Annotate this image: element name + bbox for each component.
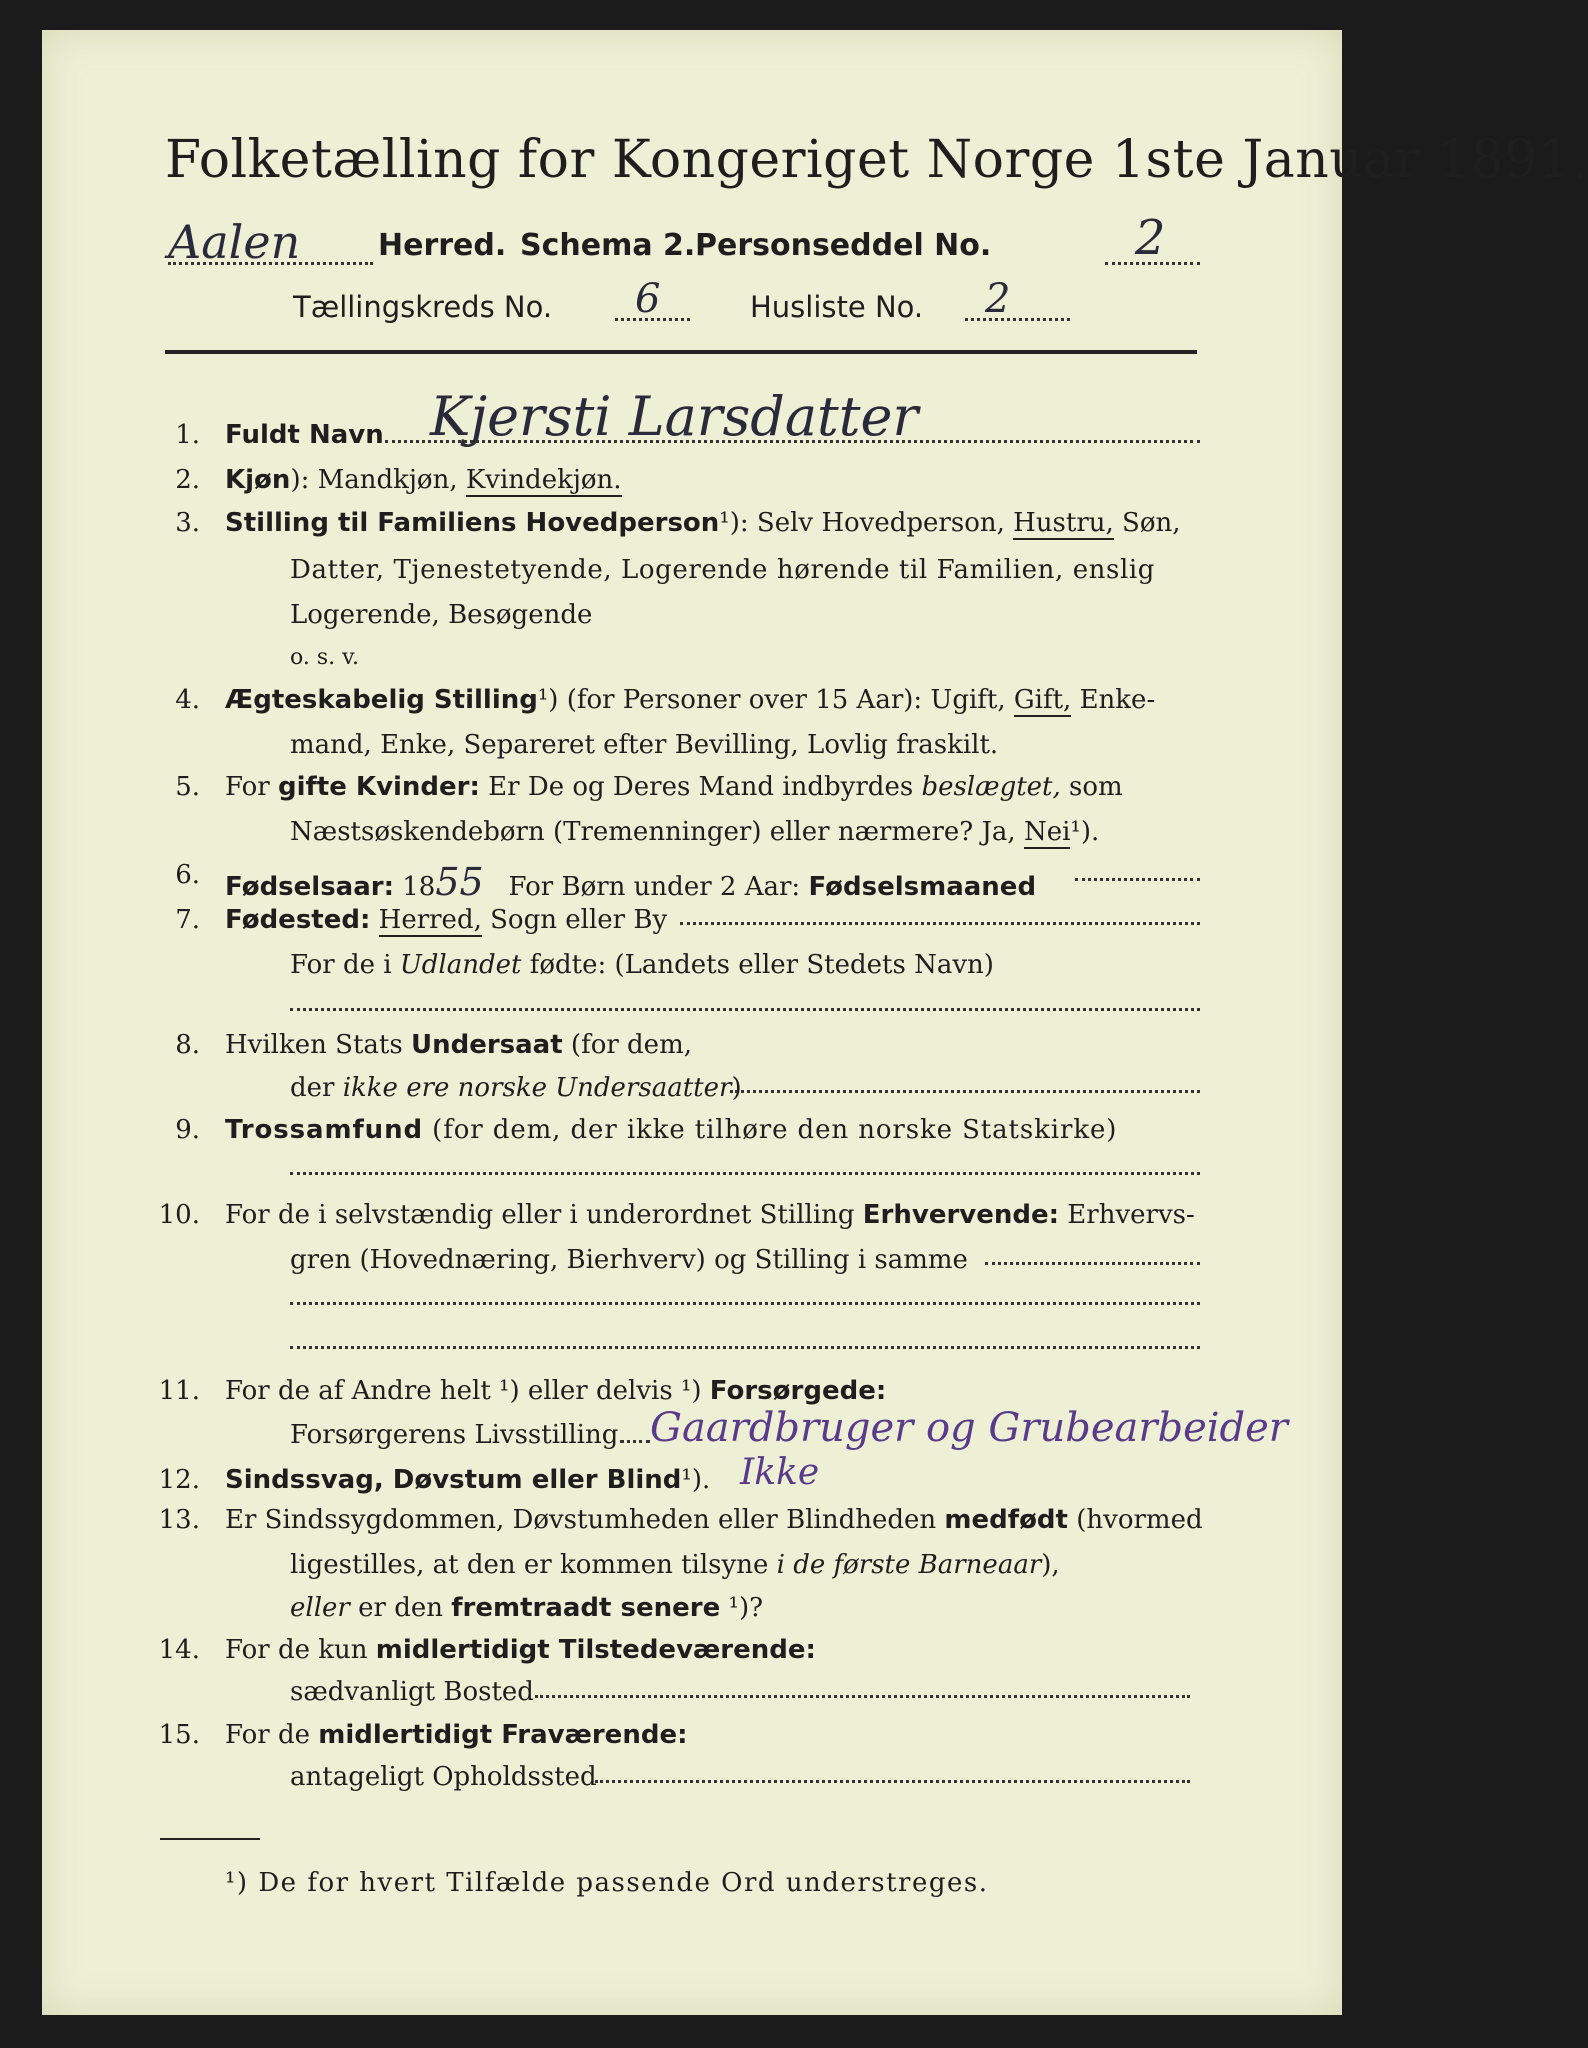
footnote-text: ¹) De for hvert Tilfælde passende Ord understreges. — [225, 1868, 989, 1898]
q2-text: Kjøn): Mandkjøn, Kvindekjøn. — [225, 465, 622, 495]
q10-dotline2 — [290, 1302, 1200, 1305]
schema-label: Schema 2. — [520, 228, 696, 263]
q15-dotline — [595, 1780, 1190, 1783]
q1-dotline — [385, 440, 1200, 443]
q9-number: 9. — [175, 1115, 200, 1145]
q11-number: 11. — [158, 1376, 200, 1406]
q10-dotline — [985, 1262, 1200, 1265]
q10-line2: gren (Hovednæring, Bierhverv) og Stilling i samme — [290, 1245, 968, 1275]
herred-handwritten: Aalen — [168, 215, 301, 269]
herred-label: Herred. — [378, 228, 507, 263]
q1-answer-name: Kjersti Larsdatter — [430, 385, 919, 448]
q8-line2: der ikke ere norske Undersaatter) — [290, 1073, 742, 1103]
q11-line1: For de af Andre helt ¹) eller delvis ¹) Forsørgede: — [225, 1376, 887, 1406]
q15-number: 15. — [158, 1720, 200, 1750]
personseddel-number: 2 — [1135, 210, 1166, 266]
q4-line1: Ægteskabelig Stilling¹) (for Personer over 15 Aar): Ugift, Gift, Enke- — [225, 685, 1156, 715]
kreds-dotline — [615, 318, 690, 321]
q13-line2: ligestilles, at den er kommen tilsyne i de første Barneaar), — [290, 1550, 1060, 1580]
q14-line1: For de kun midlertidigt Tilstedeværende: — [225, 1635, 816, 1665]
husliste-label: Husliste No. — [750, 290, 924, 324]
q12-number: 12. — [158, 1465, 200, 1495]
q13-line1: Er Sindssygdommen, Døvstumheden eller Blindheden medfødt (hvormed — [225, 1505, 1203, 1535]
q14-dotline — [535, 1695, 1190, 1698]
q6-number: 6. — [175, 860, 200, 890]
q3-line4: o. s. v. — [290, 645, 359, 670]
q1-number: 1. — [175, 420, 200, 450]
q12-line: Sindssvag, Døvstum eller Blind¹). — [225, 1465, 711, 1495]
q9-line: Trossamfund (for dem, der ikke tilhøre den norske Statskirke) — [225, 1115, 1118, 1145]
personseddel-label: Personseddel No. — [695, 228, 992, 263]
q7-dotline — [680, 922, 1200, 925]
q7-number: 7. — [175, 905, 200, 935]
q6-line: Fødselsaar: 1855 For Børn under 2 Aar: Fødselsmaaned — [225, 860, 1037, 904]
q10-number: 10. — [158, 1200, 200, 1230]
q10-dotline3 — [290, 1346, 1200, 1349]
q9-dotline — [290, 1172, 1200, 1175]
q3-number: 3. — [175, 508, 200, 538]
q5-line2: Næstsøskendebørn (Tremenninger) eller nærmere? Ja, Nei¹). — [290, 817, 1100, 847]
q1-label: Fuldt Navn — [225, 420, 384, 450]
q5-line1: For gifte Kvinder: Er De og Deres Mand indbyrdes beslægtet, som — [225, 772, 1123, 802]
husliste-dotline — [965, 318, 1070, 321]
q8-dotline — [730, 1090, 1200, 1093]
form-title: Folketælling for Kongeriget Norge 1ste Januar 1891. — [165, 130, 1588, 190]
husliste-number: 2 — [985, 276, 1011, 322]
q13-number: 13. — [158, 1505, 200, 1535]
q15-line2: antageligt Opholdssted — [290, 1762, 597, 1792]
q3-line1: Stilling til Familiens Hovedperson¹): Selv Hovedperson, Hustru, Søn, — [225, 508, 1181, 538]
q4-number: 4. — [175, 685, 200, 715]
q4-line2: mand, Enke, Separeret efter Bevilling, Lovlig fraskilt. — [290, 730, 999, 760]
herred-dotline — [168, 262, 373, 265]
q3-line2: Datter, Tjenestetyende, Logerende hørende til Familien, enslig — [290, 555, 1156, 585]
kreds-number: 6 — [635, 276, 661, 322]
footnote-rule — [160, 1838, 260, 1840]
q11-line2: Forsørgerens Livsstilling — [290, 1420, 619, 1450]
census-form-sheet — [42, 30, 1342, 2015]
q2-number: 2. — [175, 465, 200, 495]
q11-answer: Gaardbruger og Grubearbeider — [650, 1405, 1288, 1451]
q14-number: 14. — [158, 1635, 200, 1665]
personseddel-dotline — [1105, 262, 1200, 265]
header-rule — [165, 350, 1197, 354]
q10-line1: For de i selvstændig eller i underordnet Stilling Erhvervende: Erhvervs- — [225, 1200, 1195, 1230]
q5-number: 5. — [175, 772, 200, 802]
q8-line1: Hvilken Stats Undersaat (for dem, — [225, 1030, 692, 1060]
kreds-label: Tællingskreds No. — [293, 290, 553, 324]
q7-dotline2 — [290, 1008, 1200, 1011]
q6-dotline — [1075, 878, 1200, 881]
q13-line3: eller er den fremtraadt senere ¹)? — [290, 1593, 764, 1623]
q15-line1: For de midlertidigt Fraværende: — [225, 1720, 688, 1750]
q12-answer: Ikke — [740, 1452, 820, 1493]
q11-dotline — [620, 1440, 650, 1443]
q8-number: 8. — [175, 1030, 200, 1060]
q3-line3: Logerende, Besøgende — [290, 600, 593, 630]
q14-line2: sædvanligt Bosted — [290, 1677, 534, 1707]
q7-line2: For de i Udlandet fødte: (Landets eller Stedets Navn) — [290, 950, 994, 980]
q7-line1: Fødested: Herred, Sogn eller By — [225, 905, 668, 935]
